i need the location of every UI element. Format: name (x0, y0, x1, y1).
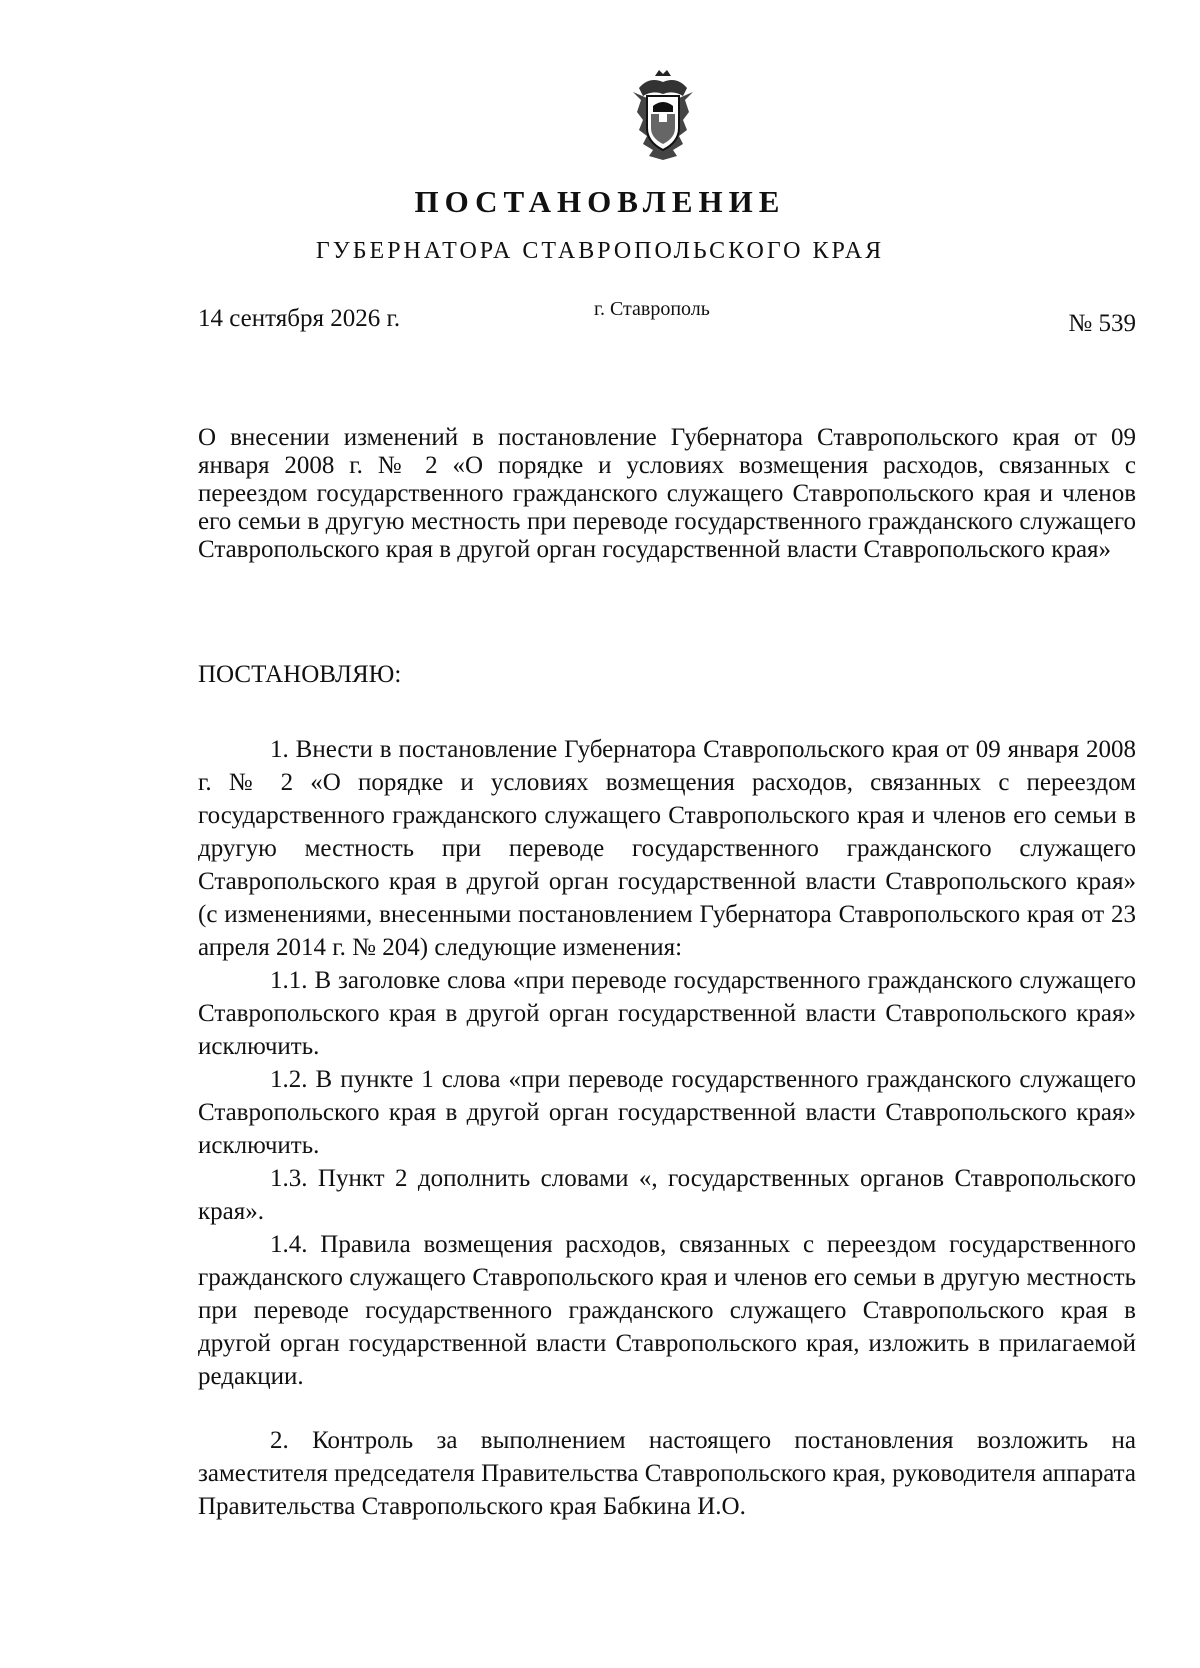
coat-of-arms-icon (629, 70, 697, 160)
paragraph-1-1: 1.1. В заголовке слова «при переводе государственного гражданского служащего Ставропольского края в другой орган государственной власти Ставропольского края» исключить. (198, 967, 1136, 1060)
document-body (198, 733, 1136, 1523)
paragraph-1: 1. Внести в постановление Губернатора Ставропольского края от 09 января 2008 г. № 2 «О порядке и условиях возмещения расходов, связанных с переездом государственного гражданского служащего Ставропольского края и членов его семьи в другую местность при переводе государственного гражданского служащего Ставропольского края в другой орган государственной власти Ставропольского края» (с изменениями, внесенными постановлением Губернатора Ставропольского края от 23 апреля 2014 г. № 204) следующие изменения: (198, 736, 1136, 961)
document-subtitle: ГУБЕРНАТОРА СТАВРОПОЛЬСКОГО КРАЯ (315, 238, 885, 264)
document-date: 14 сентября 2026 г. (198, 305, 401, 332)
document-city: г. Ставрополь (594, 298, 710, 320)
document-subject: О внесении изменений в постановление Губернатора Ставропольского края от 09 января 2008 г. № 2 «О порядке и условиях возмещения расходов, связанных с переездом государственного гражданского служащего Ставропольского края и членов его семьи в другую местность при переводе государственного гражданского служащего Ставропольского края в другой орган государственной власти Ставропольского края» (198, 424, 1136, 563)
paragraph-1-3: 1.3. Пункт 2 дополнить словами «, государственных органов Ставропольского края». (198, 1165, 1136, 1225)
paragraph-1-2: 1.2. В пункте 1 слова «при переводе государственного гражданского служащего Ставропольского края в другой орган государственной власти Ставропольского края» исключить. (198, 1066, 1136, 1159)
paragraph-2: 2. Контроль за выполнением настоящего постановления возложить на заместителя председателя Правительства Ставропольского края, руководителя аппарата Правительства Ставропольского края Бабкина И.О. (198, 1427, 1136, 1520)
document-number: № 539 (1068, 310, 1136, 337)
paragraph-1-4: 1.4. Правила возмещения расходов, связанных с переездом государственного гражданского служащего Ставропольского края и членов его семьи в другую местность при переводе государственного гражданского служащего Ставропольского края в другой орган государственной власти Ставропольского края, изложить в прилагаемой редакции. (198, 1231, 1136, 1390)
document-title: ПОСТАНОВЛЕНИЕ (414, 184, 786, 219)
decree-heading: ПОСТАНОВЛЯЮ: (198, 661, 402, 688)
